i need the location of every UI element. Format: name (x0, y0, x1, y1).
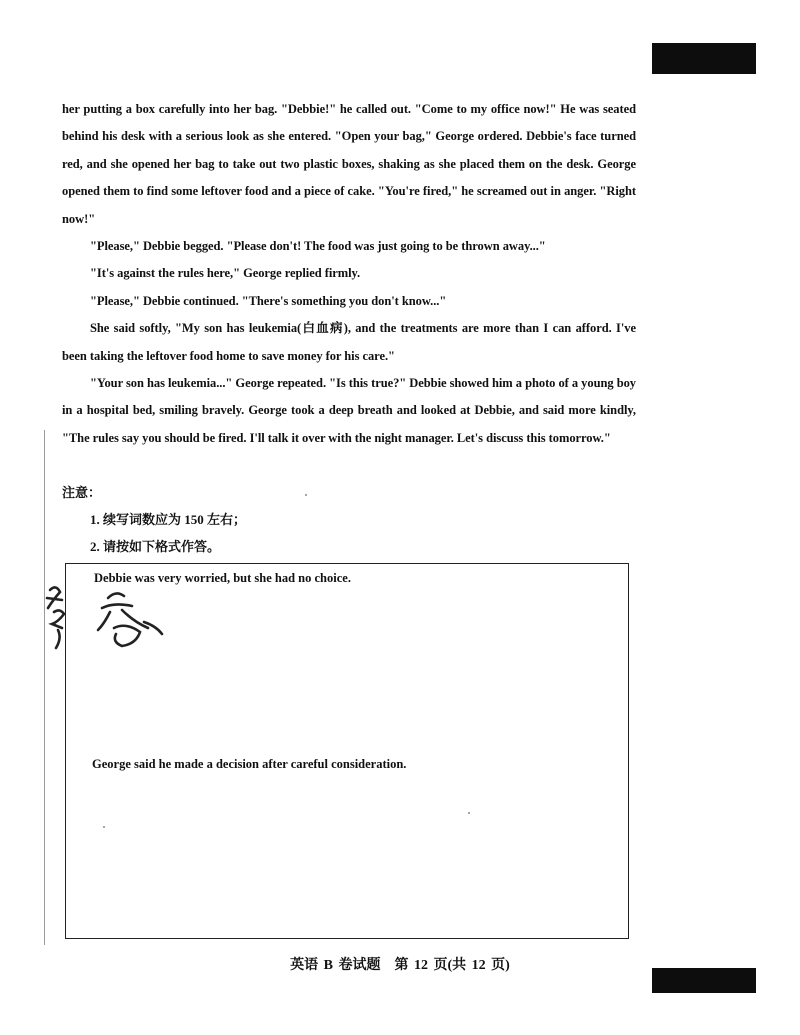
scan-edge-line (44, 430, 45, 945)
registration-mark-top (652, 43, 756, 74)
story-paragraph: "Please," Debbie continued. "There's something you don't know..." (90, 293, 447, 308)
scan-speck (103, 826, 105, 828)
story-passage (62, 96, 636, 452)
story-paragraph: She said softly, "My son has leukemia(白血病), and the treatments are more than I can afford. I've been taking the leftover food home to save money for his care." (62, 321, 636, 363)
story-paragraph: "Please," Debbie begged. "Please don't! The food was just going to be thrown away..." (90, 239, 546, 254)
continuation-prompt-1: Debbie was very worried, but she had no choice. (94, 571, 351, 585)
notes-item: 2. 请按如下格式作答。 (90, 539, 221, 554)
story-paragraph: "Your son has leukemia..." George repeated. "Is this true?" Debbie showed him a photo of a young boy in a hospital bed, smiling bravely. George took a deep breath and looked at Debbie, and said more kindly, "The rules say you should be fired. I'll talk it over with the night manager. Let's discuss this tomorrow." (62, 376, 636, 445)
notes-heading: 注意： (62, 485, 102, 500)
notes-section (62, 479, 636, 560)
handwritten-seal-mark (44, 578, 174, 658)
story-paragraph: her putting a box carefully into her bag. "Debbie!" he called out. "Come to my office now!" He was seated behind his desk with a serious look as she entered. "Open your bag," George ordered. Debbie's face turned red, and she opened her bag to take out two plastic boxes, shaking as she placed them on the desk. George opened them to find some leftover food and a piece of cake. "You're fired," he screamed out in anger. "Right now!" (62, 102, 636, 226)
registration-mark-bottom (652, 968, 756, 993)
scan-speck (305, 494, 307, 496)
page-footer: 英语 B 卷试题 第 12 页(共 12 页) (290, 958, 510, 973)
story-paragraph: "It's against the rules here," George replied firmly. (90, 266, 361, 281)
notes-item: 1. 续写词数应为 150 左右； (90, 512, 247, 527)
scan-speck (468, 812, 470, 814)
continuation-prompt-2: George said he made a decision after careful consideration. (92, 757, 407, 771)
